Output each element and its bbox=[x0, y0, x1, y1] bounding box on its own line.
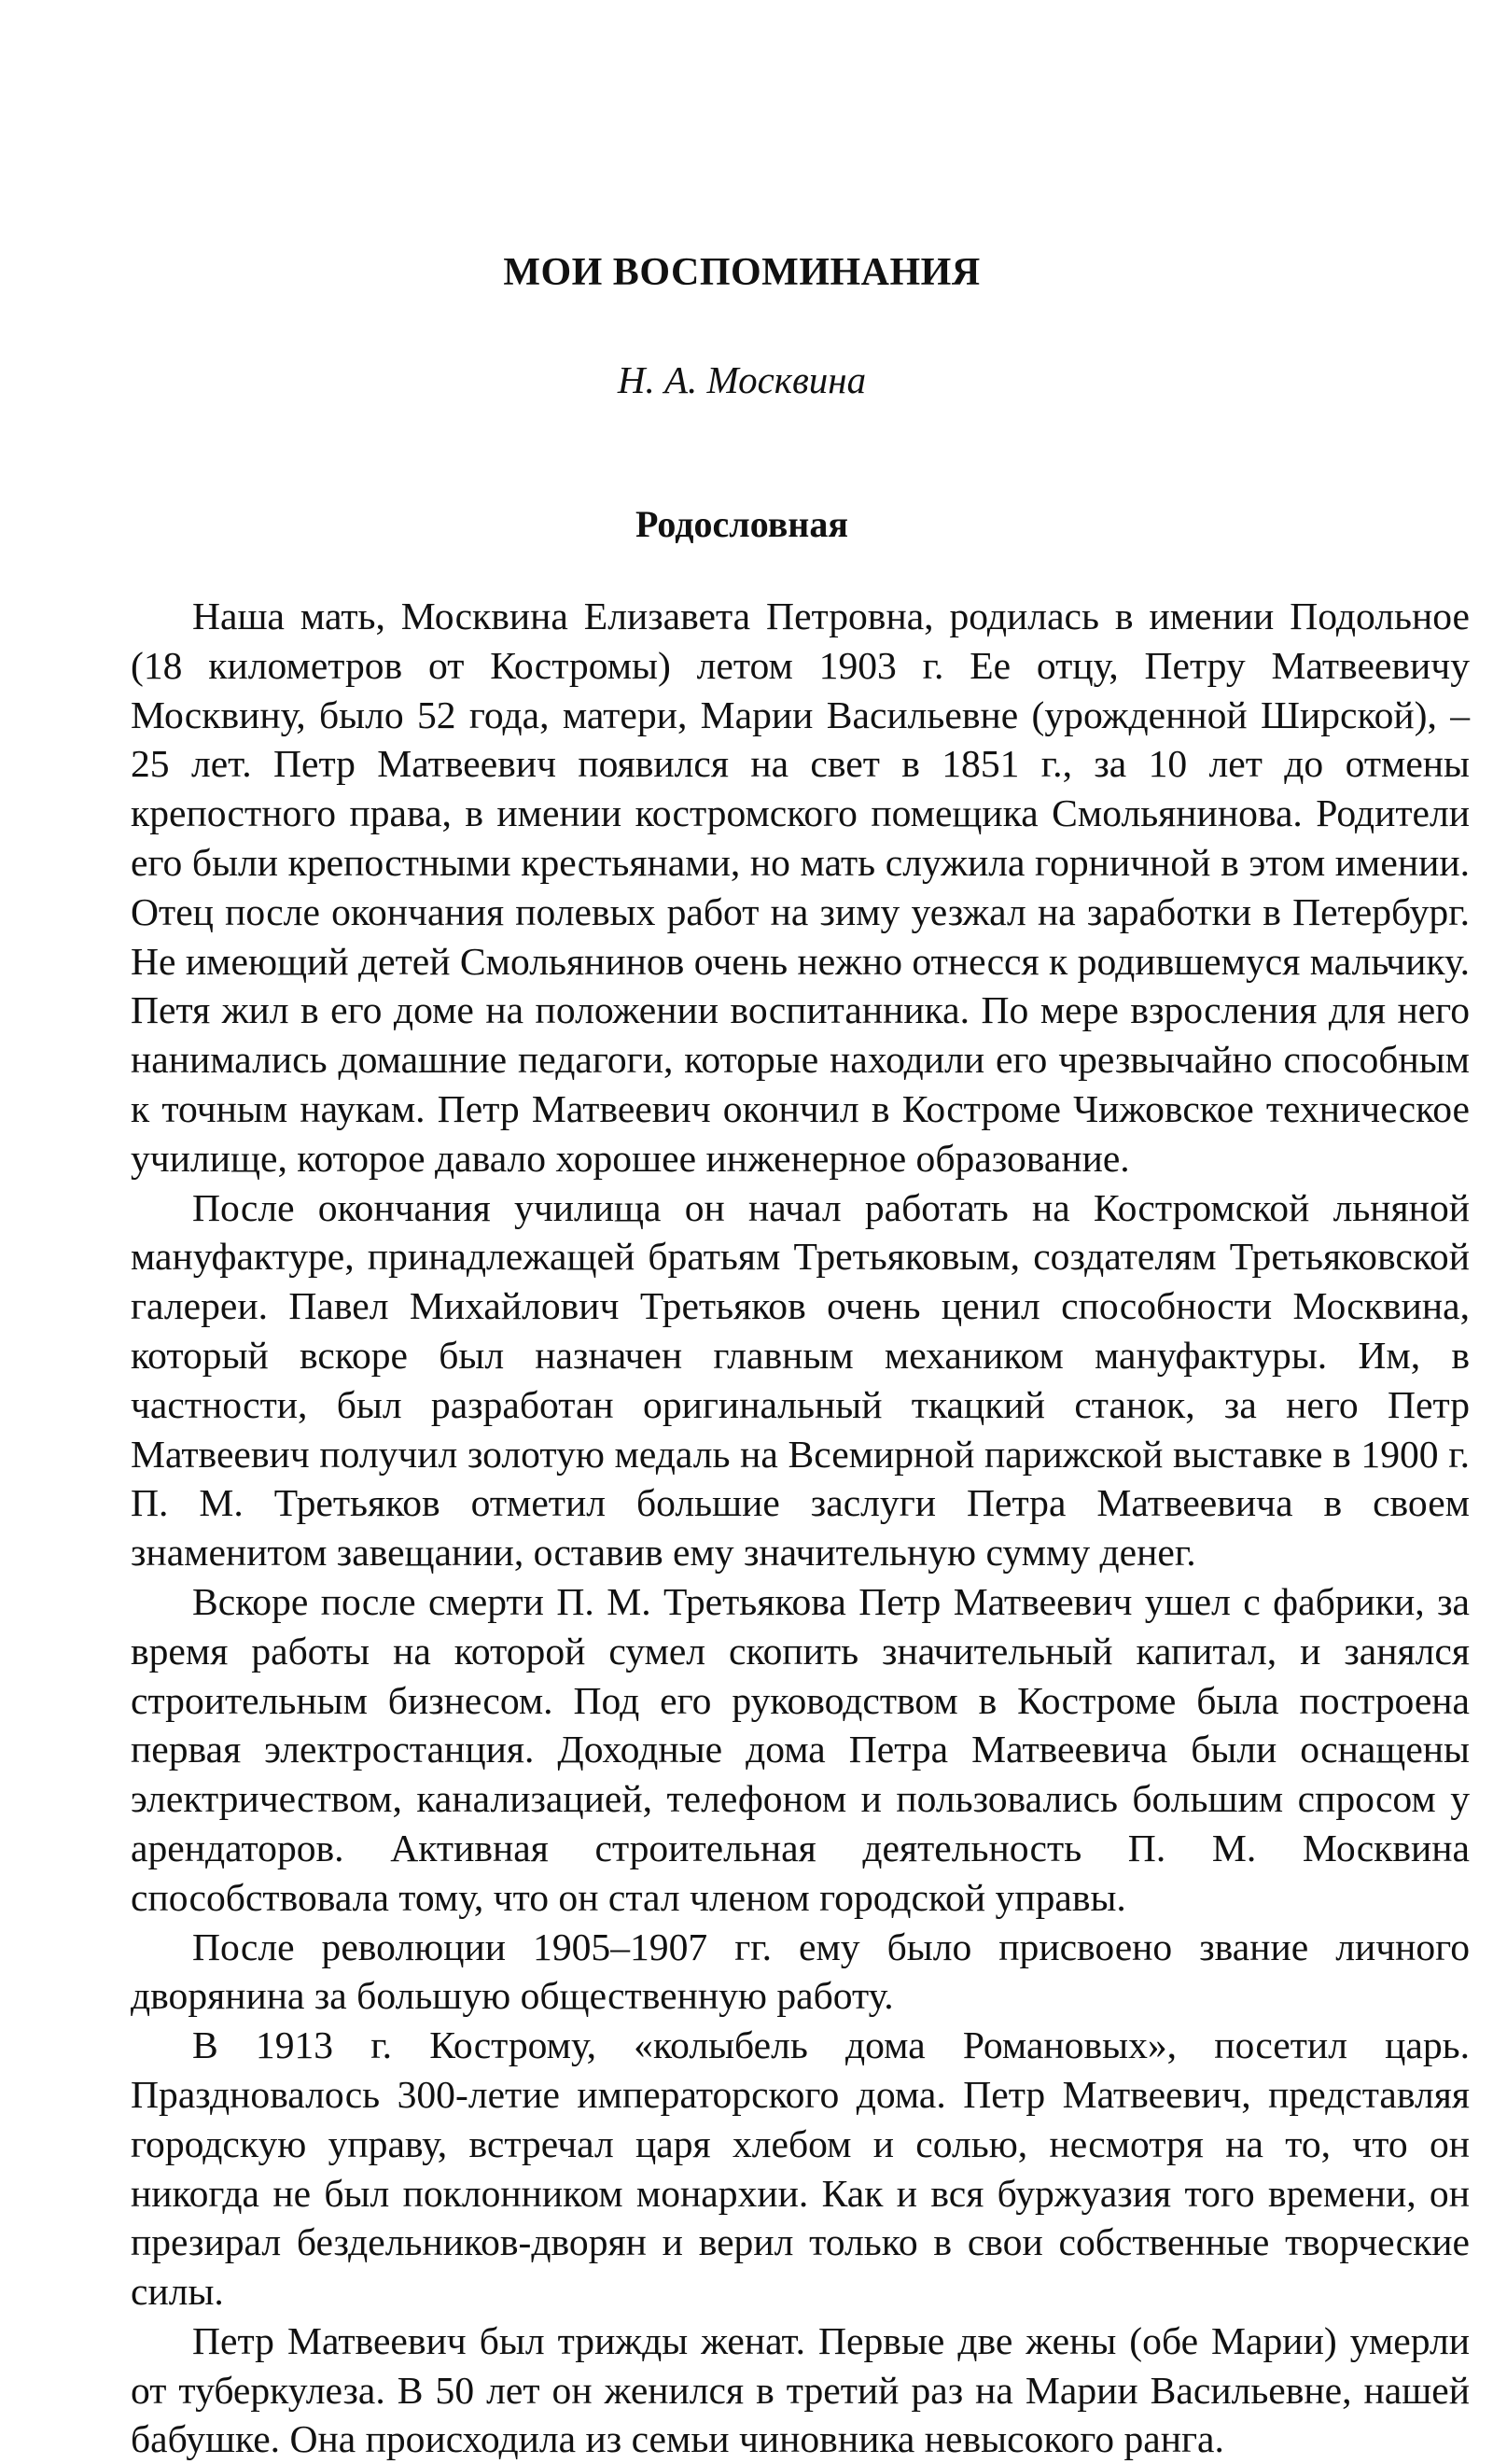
paragraph: Вскоре после смерти П. М. Третьякова Петр Матвеевич ушел с фабрики, за время работы на которой сумел скопить значительный капитал, и занялся строительным бизнесом. Под его руководством в Костроме была построена первая электростанция. Доходные дома Петра Матвеевича были оснащены электричеством, канализацией, телефоном и пользовались большим спросом у арендаторов. Активная строительная деятельность П. М. Москвина способствовала тому, что он стал членом городской управы. bbox=[131, 1579, 1470, 1919]
paragraph: Наша мать, Москвина Елизавета Петровна, родилась в имении Подольное (18 километров от Костромы) летом 1903 г. Ее отцу, Петру Матвеевичу Москвину, было 52 года, матери, Марии Васильевне (урожденной Ширской), – 25 лет. Петр Матвеевич появился на свет в 1851 г., за 10 лет до отмены крепостного права, в имении костромского помещика Смольянинова. Родители его были крепостными крестьянами, но мать служила горничной в этом имении. Отец после окончания полевых работ на зиму уезжал на заработки в Петербург. Не имеющий детей Смольянинов очень нежно отнесся к родившемуся мальчику. Петя жил в его доме на положении воспитанника. По мере взросления для него нанимались домашние педагоги, которые находили его чрезвычайно способным к точным наукам. Петр Матвеевич окончил в Костроме Чижовское техническое училище, которое давало хорошее инженерное образование. bbox=[131, 595, 1470, 1180]
paragraph: В 1913 г. Кострому, «колыбель дома Романовых», посетил царь. Праздновалось 300-летие императорского дома. Петр Матвеевич, представляя городскую управу, встречал царя хлебом и солью, несмотря на то, что он никогда не был поклонником монархии. Как и вся буржуазия того времени, он презирал бездельников-дворян и верил только в свои собственные творческие силы. bbox=[131, 2023, 1470, 2314]
paragraph: Петр Матвеевич был трижды женат. Первые две жены (обе Марии) умерли от туберкулеза. В 50 лет он женился в третий раз на Марии Васильевне, нашей бабушке. Она происходила из семьи чиновника невысокого ранга. bbox=[131, 2318, 1470, 2461]
body-text bbox=[131, 592, 1470, 2464]
document-page bbox=[131, 0, 1470, 2461]
paragraph: После окончания училища он начал работать на Костромской льняной мануфактуре, принадлежащей братьям Третьяковым, создателям Третьяковской галереи. Павел Михайлович Третьяков очень ценил способности Москвина, который вскоре был назначен главным механиком мануфактуры. Им, в частности, был разработан оригинальный ткацкий станок, за него Петр Матвеевич получил золотую медаль на Всемирной парижской выставке в 1900 г. П. М. Третьяков отметил большие заслуги Петра Матвеевича в своем знаменитом завещании, оставив ему значительную сумму денег. bbox=[131, 1185, 1470, 1575]
paragraph: После революции 1905–1907 гг. ему было присвоено звание личного дворянина за большую общественную работу. bbox=[131, 1925, 1470, 2018]
section-heading: Родословная bbox=[635, 503, 848, 545]
document-title: МОИ ВОСПОМИНАНИЯ bbox=[503, 251, 981, 294]
author-name: Н. А. Москвина bbox=[617, 358, 867, 401]
